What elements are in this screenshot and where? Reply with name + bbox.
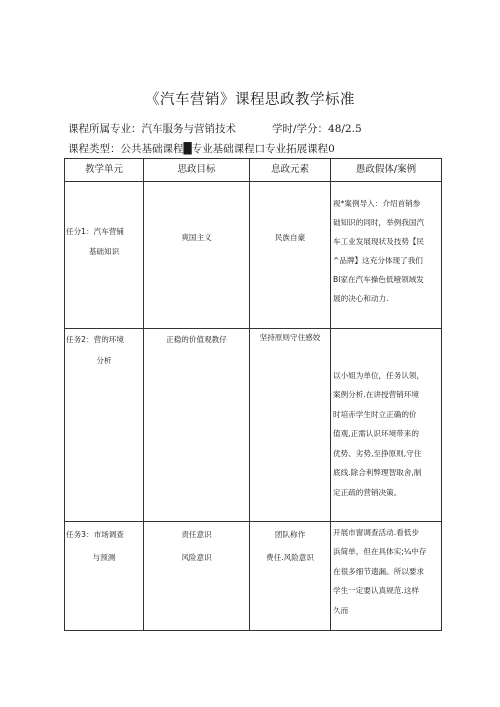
goal-cell [144,329,250,522]
course-info-line [68,121,362,136]
case-cell [331,522,442,631]
unit-cell [65,182,144,329]
goal-text: 责任意识 [181,530,212,539]
header-element: 息政元素 [250,159,331,182]
case-text: ^品牌】这充分体现了我们 [333,256,423,265]
case-text: 优势、劣势,至挣原则,守住 [333,449,422,458]
table-row [65,522,442,631]
goal-text: 正稳的价值观教仔 [166,335,227,344]
unit-text: 基础知识 [88,247,120,256]
unit-cell [65,522,144,631]
element-cell [250,522,331,631]
header-case: 愚政假体/案例 [331,159,442,182]
goal-cell [144,182,250,329]
table-header-row [65,159,442,182]
course-type: 课程类型：公共基础课程█专业基础课程口专业拓展课程0 [68,143,335,155]
header-unit: 教学单元 [65,159,144,182]
case-text: 底线.除合利弊理智取舍,制 [333,468,422,477]
ideology-table [64,158,442,631]
course-major: 课程所属专业：汽车服务与营销技术 [68,123,236,135]
case-cell [331,182,442,329]
unit-cell [65,329,144,522]
goal-text: 爽国主义 [181,233,212,242]
unit-text: 任务2：营的环境 [66,335,124,344]
case-text: 时培赤学生时立正确的价 [333,410,417,419]
header-goal: 思政目标 [144,159,250,182]
case-text: 展的决心和动力. [333,294,389,303]
element-text: 坚持原则守住感姣 [259,333,321,342]
document-title: 《汽车营销》课程思政教学标准 [145,92,355,108]
course-hours: 学时/学分：48/2.5 [272,123,362,135]
table-row [65,182,442,329]
case-cell [331,329,442,522]
case-text: 以小姐为单位，任务认领， [333,371,425,380]
case-text: 案例分析.在讲授营销环境 [333,390,419,399]
case-text: 定正疏的营销决策。 [333,488,402,497]
case-text: 开展市窗调查活动.看低步 [333,528,419,537]
goal-text: 风险意识 [181,553,212,562]
case-text: Bl家在汽车操色低噎领域发 [333,275,424,284]
element-text: 费任.风险意识 [266,553,314,562]
case-text: 车工业发展现状及技势【民 [333,237,425,246]
case-text: 在很多细节遗漏。所以要求 [333,567,425,576]
unit-text: 与预测 [92,553,116,562]
element-text: 民族自豪 [274,233,306,242]
case-text: 值观,正需认识环境带来的 [333,429,419,438]
element-cell [250,329,331,522]
element-cell [250,182,331,329]
case-text: 础知识的同时，举例我国汽 [333,218,425,227]
case-text: 视*案例导入：介绍首销参 [333,199,421,208]
case-text: 浜简单，但在具体实;¼中存 [333,547,427,556]
unit-text: 任分1：汽车营铺 [66,227,124,236]
unit-text: 分析 [96,356,112,365]
unit-text: 任务3：市场调查 [66,530,124,539]
element-text: 团队称作 [274,530,306,539]
case-text: 久而 [333,606,349,615]
goal-cell [144,522,250,631]
table-row [65,329,442,522]
case-text: 学生一定要认真规范.这样 [333,586,419,595]
